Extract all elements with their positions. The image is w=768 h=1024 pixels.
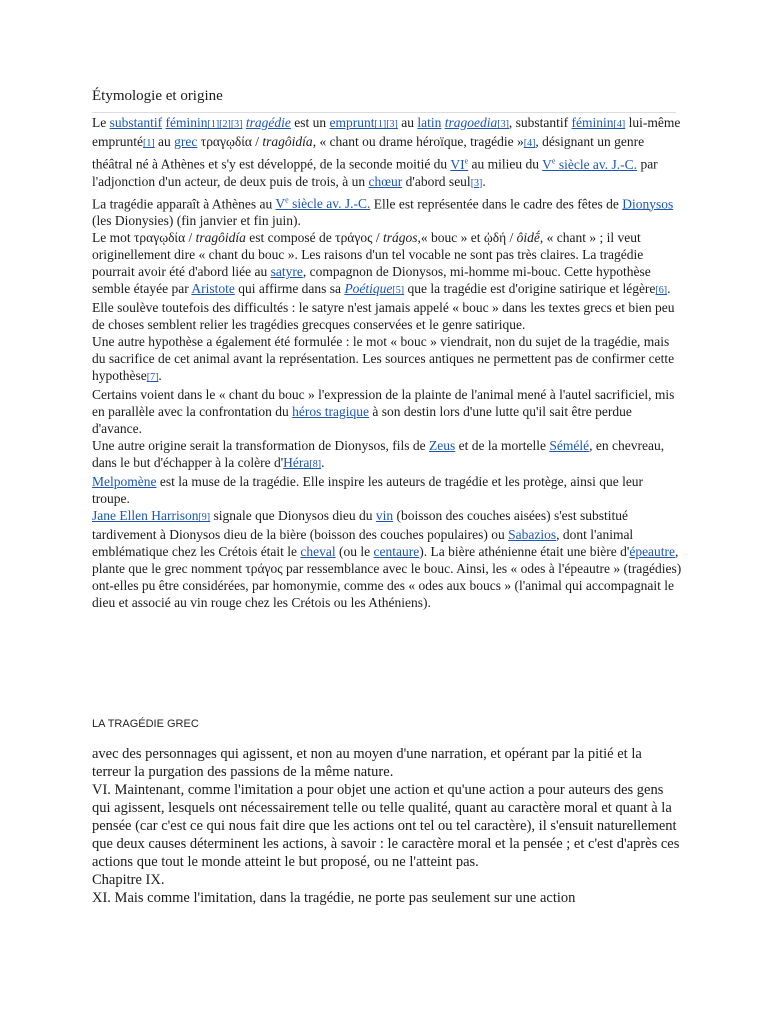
paragraph-hypothese xyxy=(92,333,684,386)
text: ). La bière athénienne était une bière d' xyxy=(419,544,630,559)
ref-link-3[interactable]: [3] xyxy=(470,177,483,189)
link-satyre[interactable]: satyre xyxy=(270,264,303,279)
text: . xyxy=(321,455,325,470)
link-heros-tragique[interactable]: héros tragique xyxy=(292,404,370,419)
superscript: e xyxy=(551,156,556,165)
paragraph-harrison xyxy=(92,507,684,611)
text: (boisson des couches aisées) s'est substitué tardivement à Dionysos dieu de la bière (boisson des couches populaires) ou xyxy=(92,508,629,542)
ref-link-8[interactable]: [8] xyxy=(309,459,322,470)
link-substantif[interactable]: substantif xyxy=(109,115,163,130)
link-text: V xyxy=(542,156,552,172)
paragraph-mot xyxy=(92,229,684,333)
text: est la muse de la tragédie. Elle inspire les auteurs de tragédie et les protège, ainsi que leur troupe. xyxy=(92,474,644,506)
ref-link-3[interactable]: [3] xyxy=(386,119,398,130)
link-cheval[interactable]: cheval xyxy=(300,544,336,559)
ref-link-4[interactable]: [4] xyxy=(523,138,536,149)
link-feminin-2[interactable]: féminin xyxy=(571,115,614,130)
text: au xyxy=(397,115,418,130)
text: et de la mortelle xyxy=(455,438,550,453)
excerpt-paragraph: XI. Mais comme l'imitation, dans la tragédie, ne porte pas seulement sur une action xyxy=(92,890,576,906)
text: Une autre origine serait la transformation de Dionysos, fils de xyxy=(92,438,430,453)
ref-link-6[interactable]: [6] xyxy=(655,285,668,296)
text: , en chevreau, dans le but d'échapper à la colère d' xyxy=(92,438,665,470)
link-centaure[interactable]: centaure xyxy=(373,544,420,559)
text: ,« bouc » et ᾠδή / xyxy=(417,230,517,245)
text: est un xyxy=(290,115,330,130)
superscript: e xyxy=(285,195,289,205)
text: , substantif xyxy=(508,115,572,130)
text: Elle est représentée dans le cadre des fêtes de xyxy=(370,196,623,211)
section-heading-tragedie-grec: LA TRAGÉDIE GREC xyxy=(92,718,199,730)
paragraph-transformation xyxy=(92,437,684,473)
link-emprunt[interactable]: emprunt xyxy=(329,115,375,130)
text: , compagnon de Dionysos, mi-homme mi-bouc. Cette hypothèse semble étayée par xyxy=(92,264,651,296)
link-text: siècle av. J.-C. xyxy=(555,156,638,172)
text: La tragédie apparaît à Athènes au xyxy=(92,196,276,211)
text: . xyxy=(158,368,162,383)
text: au xyxy=(154,134,175,149)
text: est composé de τράγος / xyxy=(245,230,383,245)
ref-link-2[interactable]: [2] xyxy=(219,119,231,130)
link-v-siecle[interactable] xyxy=(275,196,370,211)
link-melpomene[interactable]: Melpomène xyxy=(92,474,157,489)
italic-term: tragôidía xyxy=(195,230,246,245)
superscript: e xyxy=(464,156,469,165)
text: (ou le xyxy=(335,544,374,559)
text: au milieu du xyxy=(468,156,543,172)
ref-link-3[interactable]: [3] xyxy=(497,119,509,130)
text: , désignant un genre théâtral né à Athènes et s'y est développé, de la seconde moitié du xyxy=(92,134,645,172)
link-feminin[interactable]: féminin xyxy=(165,115,208,130)
ref-link-1[interactable]: [1] xyxy=(374,119,387,130)
text: τραγῳδία / xyxy=(197,134,263,149)
italic-term: ôidḗ xyxy=(516,230,540,245)
ref-link-7[interactable]: [7] xyxy=(146,372,159,383)
paragraph-apparition xyxy=(92,192,684,230)
text: , dont l'animal emblématique chez les Crétois était le xyxy=(92,527,634,559)
link-grec[interactable]: grec xyxy=(174,134,198,149)
link-dionysos[interactable]: Dionysos xyxy=(622,196,674,211)
link-vi-siecle[interactable] xyxy=(450,157,468,172)
link-tragedie[interactable]: tragédie xyxy=(245,115,291,130)
text: lui-même emprunté xyxy=(92,115,681,149)
link-jane-ellen-harrison[interactable]: Jane Ellen Harrison xyxy=(92,508,199,523)
link-text: siècle av. J.-C. xyxy=(288,196,371,211)
excerpt-paragraph: VI. Maintenant, comme l'imitation a pour objet une action et qu'une action a pour auteurs des gens qui agissent, lesquels ont nécessairement telle ou telle qualité, quant au caractère moral et quant à la pensée (car c'est ce qui nous fait dire que les actions ont tel ou tel caractère), il s'ensuit naturellement que deux causes déterminent les actions, à savoir : le caractère moral et la pensée ; et c'est d'après ces actions que tout le monde atteint le but proposé, ou ne l'atteint pas. xyxy=(92,782,680,870)
text: Certains voient dans le « chant du bouc » l'expression de la plainte de l'animal mené à l'autel sacrificiel, mis en parallèle avec la confrontation du xyxy=(92,387,675,419)
heading-divider xyxy=(92,112,676,113)
link-aristote[interactable]: Aristote xyxy=(191,281,235,296)
paragraph-melpomene xyxy=(92,473,684,507)
text: . Elle soulève toutefois des difficultés : le satyre n'est jamais appelé « bouc » dans les textes grecs et bien peu de choses semblent relier les tragédies grecques conservées et le genre satirique. xyxy=(92,281,675,332)
text: d'abord seul xyxy=(402,173,471,189)
chapter-heading: Chapitre IX. xyxy=(92,872,165,888)
text: Une autre hypothèse a également été formulée : le mot « bouc » viendrait, non du sujet de la tragédie, mais du sacrifice de cet animal avant la représentation. Les sources antiques ne permettent pas de confirmer cette hypothèse xyxy=(92,334,675,383)
link-poetique[interactable]: Poétique xyxy=(344,281,393,296)
text: que la tragédie est d'origine satirique et légère xyxy=(404,281,656,296)
ref-link-1[interactable]: [1] xyxy=(207,119,220,130)
link-semele[interactable]: Sémélé xyxy=(549,438,590,453)
link-text: V xyxy=(275,196,286,211)
text: , « chant » ; il veut originellement dire « chant du bouc ». Les raisons d'un tel vocable ne sont pas très claires. La tragédie pourrait avoir été d'abord liée au xyxy=(92,230,644,279)
link-v-siecle[interactable] xyxy=(542,157,637,172)
link-latin[interactable]: latin xyxy=(417,115,442,130)
link-hera[interactable]: Héra xyxy=(283,455,310,470)
ref-link-1[interactable]: [1] xyxy=(142,138,155,149)
text: (les Dionysies) (fin janvier et fin juin). xyxy=(92,213,301,228)
etymology-section xyxy=(92,114,684,611)
text: , plante que le grec nomment τράγος par ressemblance avec le bouc. Ainsi, les « odes à l'épeautre » (tragédies) ont-elles pu être considérées, par homonymie, comme des « odes aux boucs » (l'animal qui accompagnait le dieu et associé au vin rouge chez les Crétois ou les Athéniens). xyxy=(92,544,682,610)
ref-link-4[interactable]: [4] xyxy=(613,119,626,130)
text: Le mot τραγῳδία / xyxy=(92,230,196,245)
ref-link-5[interactable]: [5] xyxy=(392,285,405,296)
ref-link-3[interactable]: [3] xyxy=(230,119,243,130)
section-heading-etymologie: Étymologie et origine xyxy=(92,88,223,104)
text: qui affirme dans sa xyxy=(234,281,345,296)
text: à son destin lors d'une lutte qu'il sait être perdue d'avance. xyxy=(92,404,632,436)
link-zeus[interactable]: Zeus xyxy=(429,438,456,453)
text: par l'adjonction d'un acteur, de deux puis de trois, à un xyxy=(92,156,658,189)
italic-term: tragôidía xyxy=(262,134,313,149)
text: , « chant ou drame héroïque, tragédie » xyxy=(312,134,524,149)
ref-link-9[interactable]: [9] xyxy=(198,512,211,523)
link-text: VI xyxy=(450,156,465,172)
italic-term: trágos xyxy=(382,230,418,245)
link-tragoedia[interactable]: tragoedia xyxy=(444,115,498,130)
paragraph-etymology xyxy=(92,114,684,192)
text: . xyxy=(482,173,486,189)
link-vin[interactable]: vin xyxy=(375,508,394,523)
text: signale que Dionysos dieu du xyxy=(210,508,376,523)
paragraph-chant-du-bouc xyxy=(92,386,684,437)
link-epeautre[interactable]: épeautre xyxy=(629,544,676,559)
excerpt-paragraph: avec des personnages qui agissent, et non au moyen d'une narration, et opérant par la pitié et la terreur la purgation des passions de la même nature. xyxy=(92,746,642,780)
link-sabazios[interactable]: Sabazios xyxy=(508,527,557,542)
link-choeur[interactable]: chœur xyxy=(368,173,403,189)
poetique-excerpt xyxy=(92,745,682,907)
text: Le xyxy=(92,115,110,130)
